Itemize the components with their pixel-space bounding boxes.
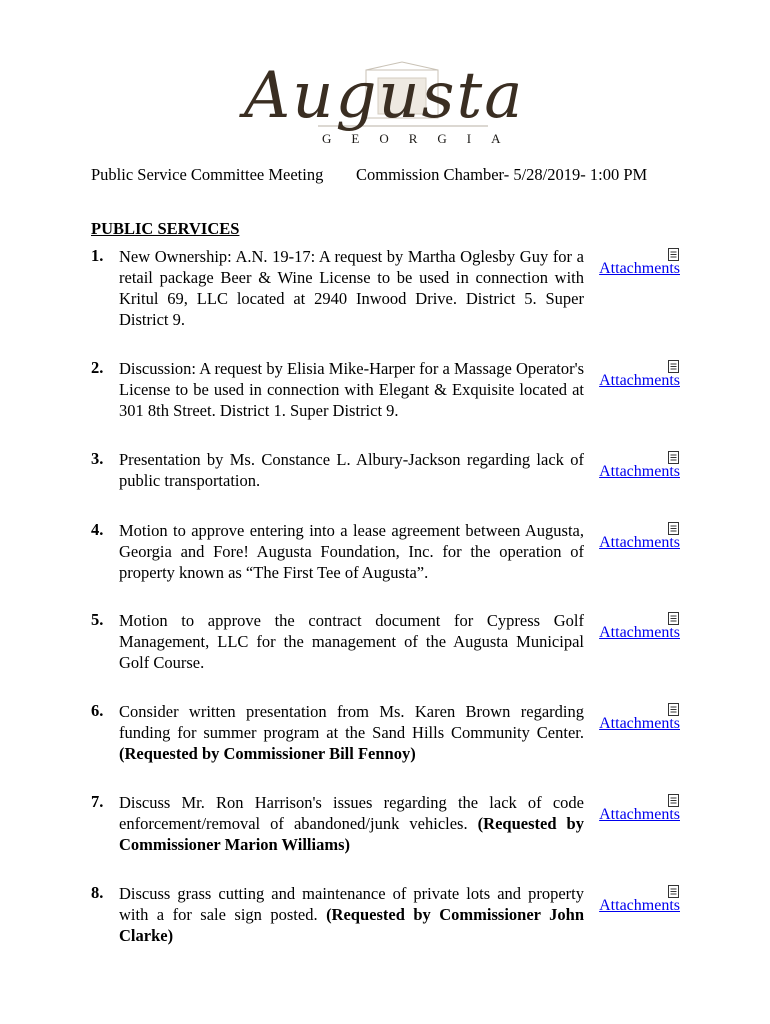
meeting-location-date: Commission Chamber- 5/28/2019- 1:00 PM <box>356 165 648 184</box>
agenda-item-description: Presentation by Ms. Constance L. Albury-Jackson regarding lack of public transportation. <box>119 450 584 490</box>
logo-state: GEORGIA <box>322 131 521 146</box>
agenda-item-text <box>119 520 584 583</box>
agenda-item-description: Discuss grass cutting and maintenance of private lots and property with a for sale sign posted. <box>119 884 584 924</box>
agenda-item-number: 4. <box>91 520 104 539</box>
attachments-link[interactable]: Attachments <box>599 463 680 480</box>
attachments-link[interactable]: Attachments <box>599 260 680 277</box>
agenda-item-description: Discussion: A request by Elisia Mike-Harper for a Massage Operator's License to be used in connection with Elegant & Exquisite located at 301 8th Street. District 1. Super District 9. <box>119 359 584 420</box>
agenda-item-description: Consider written presentation from Ms. Karen Brown regarding funding for summer program at the Sand Hills Community Center. <box>119 702 584 742</box>
attachments-link[interactable]: Attachments <box>599 897 680 914</box>
agenda-item-requested-by: (Requested by Commissioner Marion Williams) <box>119 814 584 854</box>
agenda-item-text <box>119 610 584 673</box>
agenda-item-number: 1. <box>91 246 104 265</box>
agenda-item-text <box>119 792 584 855</box>
meeting-name: Public Service Committee Meeting <box>91 165 324 184</box>
agenda-item-number: 8. <box>91 883 104 902</box>
agenda-item-requested-by: (Requested by Commissioner John Clarke) <box>119 905 585 945</box>
agenda-item-description: Motion to approve the contract document for Cypress Golf Management, LLC for the management of the Augusta Municipal Golf Course. <box>119 611 584 672</box>
agenda-item-number: 2. <box>91 358 104 377</box>
attachments-link[interactable]: Attachments <box>599 624 680 641</box>
agenda-item-text <box>119 883 584 946</box>
agenda-item-description: Motion to approve entering into a lease agreement between Augusta, Georgia and Fore! Augusta Foundation, Inc. for the operation of property known as “The First Tee of Augusta”. <box>119 521 584 582</box>
logo-wordmark: Augusta <box>244 59 525 133</box>
augusta-logo <box>238 58 530 158</box>
section-title: PUBLIC SERVICES <box>91 219 240 238</box>
agenda-item-requested-by: (Requested by Commissioner Bill Fennoy) <box>119 744 416 763</box>
attachments-link[interactable]: Attachments <box>599 806 680 823</box>
agenda-item-description: New Ownership: A.N. 19-17: A request by Martha Oglesby Guy for a retail package Beer & Wine License to be used in connection with Kritul 69, LLC located at 2940 Inwood Drive. District 5. Super District 9. <box>119 247 584 329</box>
agenda-item-number: 7. <box>91 792 104 811</box>
agenda-item-number: 5. <box>91 610 104 629</box>
agenda-item-text <box>119 358 584 421</box>
agenda-item-text <box>119 449 584 491</box>
attachments-link[interactable]: Attachments <box>599 372 680 389</box>
attachments-link[interactable]: Attachments <box>599 715 680 732</box>
agenda-item-text <box>119 701 584 764</box>
meeting-header <box>91 165 648 185</box>
agenda-item-number: 6. <box>91 701 104 720</box>
agenda-item-description: Discuss Mr. Ron Harrison's issues regarding the lack of code enforcement/removal of abandoned/junk vehicles. <box>119 793 584 833</box>
agenda-item-text <box>119 246 584 330</box>
agenda-item-number: 3. <box>91 449 104 468</box>
attachments-link[interactable]: Attachments <box>599 534 680 551</box>
